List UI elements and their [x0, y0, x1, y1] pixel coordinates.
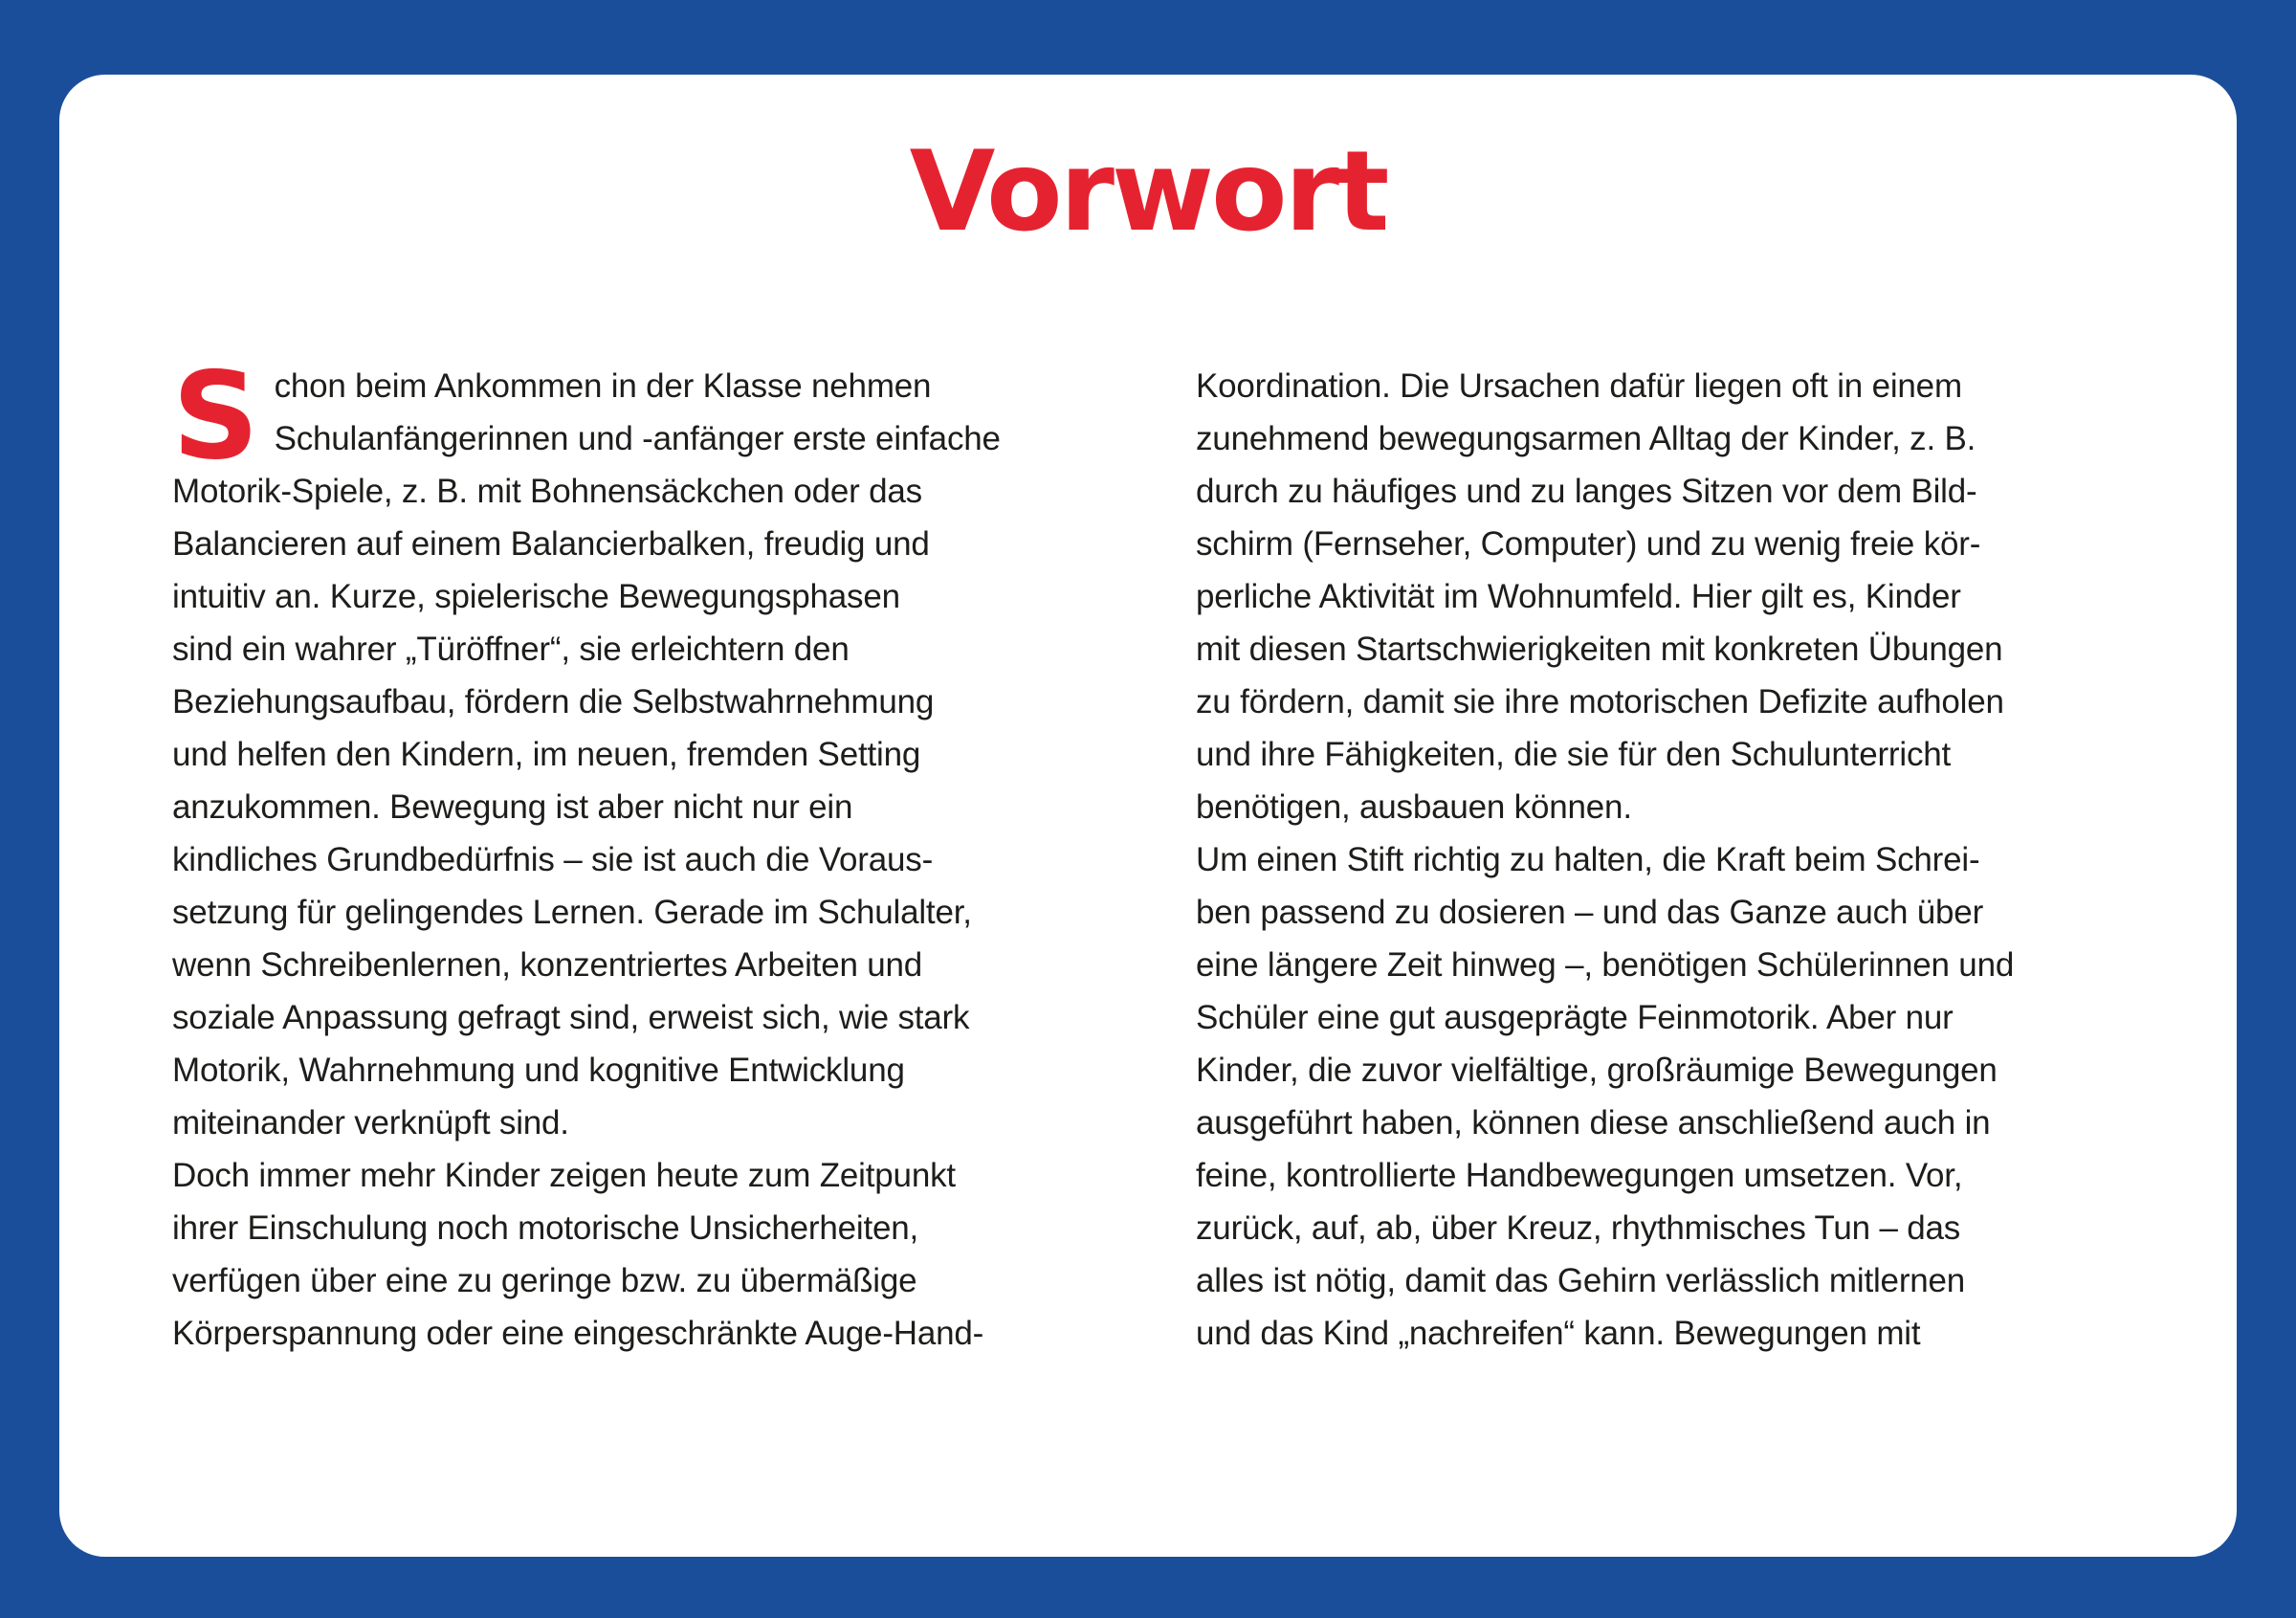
text-line: Körperspannung oder eine eingeschränkte Auge-Hand- — [172, 1315, 984, 1352]
text-line: zunehmend bewegungsarmen Alltag der Kinder, z. B. — [1196, 420, 1976, 457]
text-line: ihrer Einschulung noch motorische Unsicherheiten, — [172, 1209, 919, 1247]
text-line: Schüler eine gut ausgeprägte Feinmotorik. Aber nur — [1196, 999, 1954, 1036]
text-line: benötigen, ausbauen können. — [1196, 788, 1632, 826]
text-line: alles ist nötig, damit das Gehirn verlässlich mitlernen — [1196, 1262, 1966, 1299]
preface-card — [59, 75, 2237, 1557]
text-line: wenn Schreibenlernen, konzentriertes Arbeiten und — [172, 946, 923, 984]
text-line: miteinander verknüpft sind. — [172, 1104, 569, 1141]
text-line: Motorik, Wahrnehmung und kognitive Entwicklung — [172, 1052, 905, 1089]
dropcap-letter: S — [172, 345, 259, 486]
text-line: Beziehungsaufbau, fördern die Selbstwahrnehmung — [172, 683, 935, 720]
text-line: Um einen Stift richtig zu halten, die Kraft beim Schrei- — [1196, 841, 1980, 878]
text-line: Schulanfängerinnen und -anfänger erste einfache — [274, 420, 1001, 457]
text-line: eine längere Zeit hinweg –, benötigen Schülerinnen und — [1196, 946, 2015, 984]
text-line: soziale Anpassung gefragt sind, erweist sich, wie stark — [172, 999, 970, 1036]
text-line: und das Kind „nachreifen“ kann. Bewegungen mit — [1196, 1315, 1921, 1352]
page-title: Vorwort — [909, 127, 1387, 256]
text-line: Balancieren auf einem Balancierbalken, freudig und — [172, 525, 930, 563]
text-line: und helfen den Kindern, im neuen, fremden Setting — [172, 736, 921, 773]
text-line: zurück, auf, ab, über Kreuz, rhythmisches Tun – das — [1196, 1209, 1961, 1247]
text-line: und ihre Fähigkeiten, die sie für den Schulunterricht — [1196, 736, 1952, 773]
text-line: Koordination. Die Ursachen dafür liegen oft in einem — [1196, 367, 1962, 405]
text-line: Doch immer mehr Kinder zeigen heute zum Zeitpunkt — [172, 1157, 956, 1194]
left-column — [172, 345, 1100, 1360]
right-column — [1196, 360, 2124, 1360]
text-line: zu fördern, damit sie ihre motorischen Defizite aufholen — [1196, 683, 2004, 720]
text-line: setzung für gelingendes Lernen. Gerade im Schulalter, — [172, 894, 972, 931]
text-line: ausgeführt haben, können diese anschließend auch in — [1196, 1104, 1991, 1141]
text-line: verfügen über eine zu geringe bzw. zu übermäßige — [172, 1262, 917, 1299]
text-line: schirm (Fernseher, Computer) und zu wenig freie kör- — [1196, 525, 1981, 563]
text-line: Motorik-Spiele, z. B. mit Bohnensäckchen oder das — [172, 473, 922, 510]
text-line: kindliches Grundbedürfnis – sie ist auch die Voraus- — [172, 841, 934, 878]
text-line: chon beim Ankommen in der Klasse nehmen — [274, 367, 932, 405]
text-line: ben passend zu dosieren – und das Ganze auch über — [1196, 894, 1984, 931]
text-line: mit diesen Startschwierigkeiten mit konkreten Übungen — [1196, 631, 2003, 668]
text-line: feine, kontrollierte Handbewegungen umsetzen. Vor, — [1196, 1157, 1963, 1194]
text-line: intuitiv an. Kurze, spielerische Bewegungsphasen — [172, 578, 900, 615]
text-line: Kinder, die zuvor vielfältige, großräumige Bewegungen — [1196, 1052, 1998, 1089]
text-line: anzukommen. Bewegung ist aber nicht nur ein — [172, 788, 853, 826]
text-columns — [172, 345, 2124, 1360]
text-line: sind ein wahrer „Türöffner“, sie erleichtern den — [172, 631, 850, 668]
text-line: perliche Aktivität im Wohnumfeld. Hier gilt es, Kinder — [1196, 578, 1961, 615]
text-line: durch zu häufiges und zu langes Sitzen vor dem Bild- — [1196, 473, 1977, 510]
